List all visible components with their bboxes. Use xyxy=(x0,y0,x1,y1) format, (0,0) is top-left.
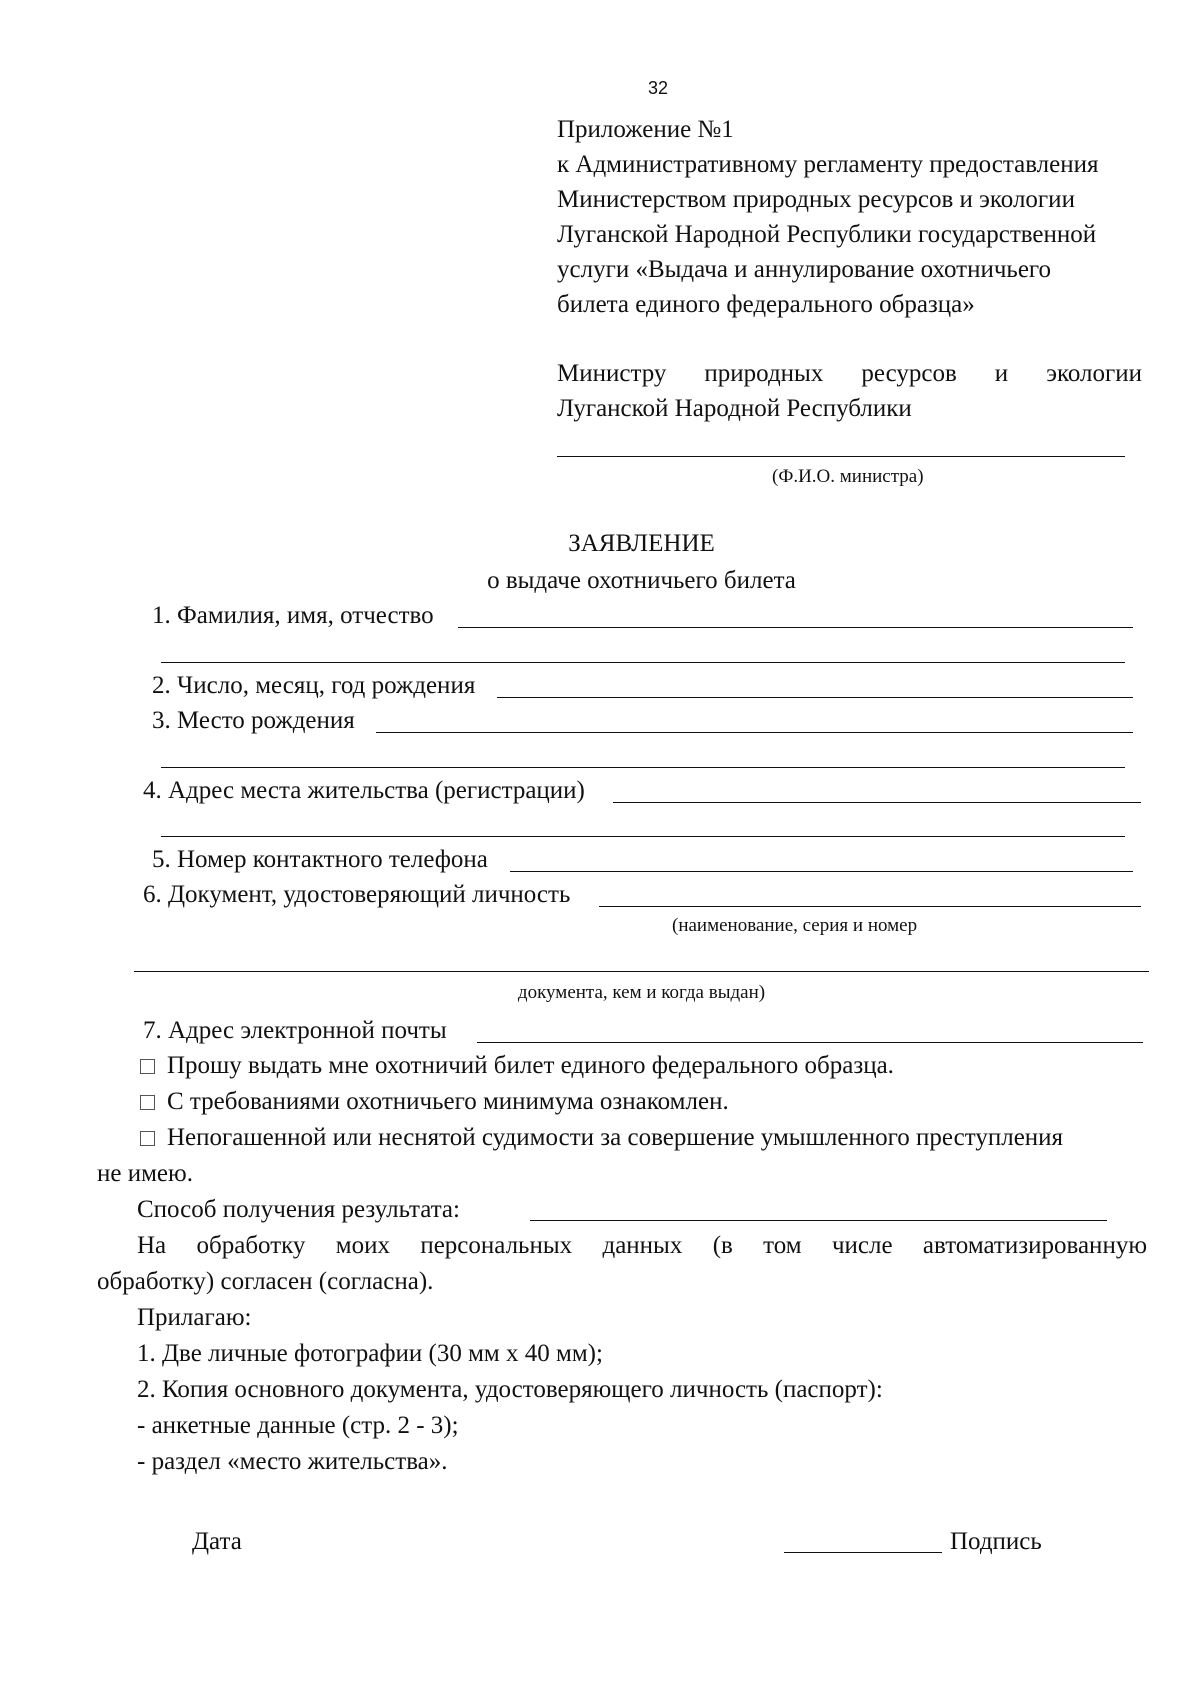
appendix-line: Министерством природных ресурсов и экологии xyxy=(557,186,1075,213)
consent-text: обработку) согласен (согласна). xyxy=(97,1268,434,1295)
result-method-label: Способ получения результата: xyxy=(137,1196,460,1223)
appendix-title: Приложение №1 xyxy=(557,116,734,143)
full-name-line[interactable] xyxy=(458,627,1133,628)
address-line[interactable] xyxy=(613,802,1141,803)
addressee-line: Луганской Народной Республики xyxy=(557,395,912,422)
attachment-item: - раздел «место жительства». xyxy=(137,1448,448,1475)
attachment-item: - анкетные данные (стр. 2 - 3); xyxy=(137,1412,459,1439)
field-id-document-label: 6. Документ, удостоверяющий личность xyxy=(143,881,571,908)
id-document-caption: (наименование, серия и номер xyxy=(672,915,918,936)
birth-place-line[interactable] xyxy=(376,732,1133,733)
result-method-line[interactable] xyxy=(530,1220,1107,1221)
address-line-2[interactable] xyxy=(161,836,1125,837)
document-subtitle: о выдаче охотничьего билета xyxy=(487,567,796,594)
appendix-line: билета единого федерального образца» xyxy=(557,291,975,318)
checkbox-label: Непогашенной или неснятой судимости за совершение умышленного преступления xyxy=(167,1124,1064,1151)
id-document-caption-2: документа, кем и когда выдан) xyxy=(517,982,766,1003)
checkbox-row xyxy=(140,1084,729,1120)
document-title: ЗАЯВЛЕНИЕ xyxy=(568,530,715,557)
checkbox-label: Прошу выдать мне охотничий билет единого федерального образца. xyxy=(167,1052,894,1079)
field-email-label: 7. Адрес электронной почты xyxy=(143,1017,447,1044)
addressee-line: Министру природных ресурсов и экологии xyxy=(557,360,1142,387)
field-full-name-label: 1. Фамилия, имя, отчество xyxy=(152,602,434,629)
checkbox-row xyxy=(140,1048,894,1084)
checkbox-minimum-acknowledged[interactable] xyxy=(140,1095,155,1110)
checkbox-label: С требованиями охотничьего минимума ознакомлен. xyxy=(167,1088,729,1115)
checkbox-row xyxy=(140,1120,1063,1156)
signature-line[interactable] xyxy=(784,1552,942,1553)
checkbox-no-criminal-record[interactable] xyxy=(140,1131,155,1146)
field-address-label: 4. Адрес места жительства (регистрации) xyxy=(143,777,585,804)
appendix-line: к Административному регламенту предоставления xyxy=(557,151,1099,178)
minister-name-line[interactable] xyxy=(557,456,1125,457)
date-label: Дата xyxy=(192,1528,242,1555)
birth-place-line-2[interactable] xyxy=(161,767,1125,768)
attachment-item: 2. Копия основного документа, удостоверяющего личность (паспорт): xyxy=(137,1376,883,1403)
id-document-line[interactable] xyxy=(599,906,1141,907)
signature-label: Подпись xyxy=(950,1528,1042,1555)
field-birth-date-label: 2. Число, месяц, год рождения xyxy=(152,672,476,699)
appendix-line: услуги «Выдача и аннулирование охотничьего xyxy=(557,256,1052,283)
id-document-line-2[interactable] xyxy=(134,971,1149,972)
checkbox-issue-ticket[interactable] xyxy=(140,1059,155,1074)
phone-line[interactable] xyxy=(510,871,1133,872)
field-phone-label: 5. Номер контактного телефона xyxy=(152,846,488,873)
attachments-title: Прилагаю: xyxy=(137,1304,252,1331)
full-name-line-2[interactable] xyxy=(161,662,1125,663)
birth-date-line[interactable] xyxy=(497,697,1133,698)
field-birth-place-label: 3. Место рождения xyxy=(152,707,355,734)
consent-text: На обработку моих персональных данных (в том числе автоматизированную xyxy=(137,1232,1147,1259)
minister-caption: (Ф.И.О. министра) xyxy=(772,466,924,487)
checkbox-continuation: не имею. xyxy=(97,1160,193,1187)
email-line[interactable] xyxy=(477,1042,1143,1043)
appendix-line: Луганской Народной Республики государственной xyxy=(557,221,1097,248)
page-number: 32 xyxy=(648,78,669,98)
attachment-item: 1. Две личные фотографии (30 мм х 40 мм); xyxy=(137,1340,603,1367)
